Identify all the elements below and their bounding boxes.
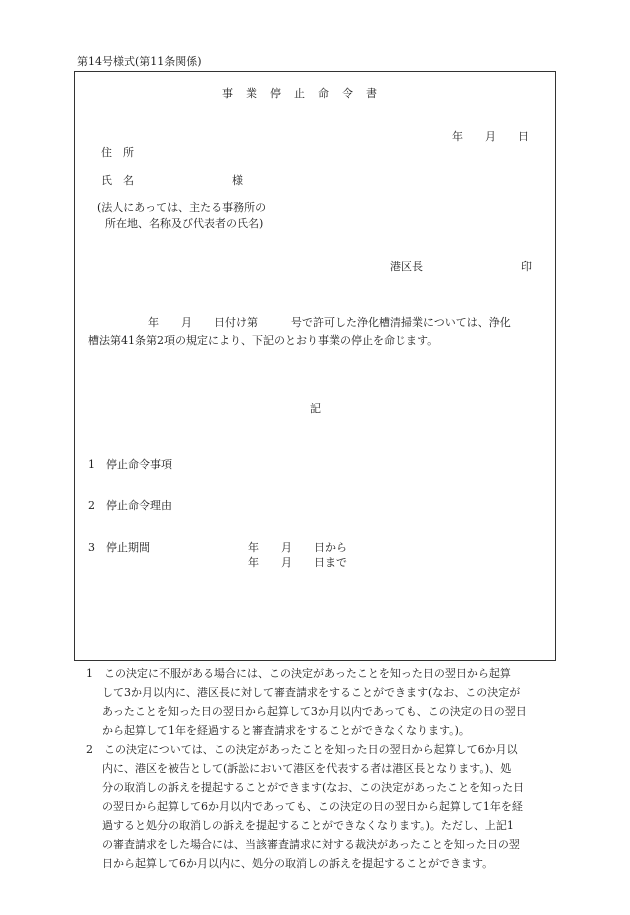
item-1 xyxy=(88,456,172,472)
note-2 xyxy=(86,740,558,873)
corporate-note-line2: 所在地、名称及び代表者の氏名) xyxy=(105,217,264,230)
note-line: 分の取消しの訴えを提起することができます(なお、この決定があったことを知った日 xyxy=(102,781,525,794)
item-label: 停止命令事項 xyxy=(106,458,172,471)
address-label: 住 所 xyxy=(101,146,134,159)
ki-heading: 記 xyxy=(310,402,321,415)
corporate-note-line1: (法人にあっては、主たる事務所の xyxy=(97,201,267,214)
note-1 xyxy=(86,664,558,740)
note-line: から起算して1年を経過すると審査請求をすることができなくなります。)。 xyxy=(102,724,470,737)
note-line: この決定については、この決定があったことを知った日の翌日から起算して6か月以 xyxy=(104,743,518,756)
note-line: の翌日から起算して6か月以内であっても、この決定の日の翌日から起算して1年を経 xyxy=(102,800,523,813)
issuer-title: 港区長 xyxy=(390,260,423,273)
note-number: 2 xyxy=(86,743,93,756)
note-line: して3か月以内に、港区長に対して審査請求をすることができます(なお、この決定が xyxy=(102,686,521,699)
form-box xyxy=(74,71,556,661)
item-2 xyxy=(88,497,172,513)
date-line: 年 月 日 xyxy=(452,130,529,143)
note-line: 内に、港区を被告として(訴訟において港区を代表する者は港区長となります。)、処 xyxy=(102,762,512,775)
notes-section xyxy=(86,664,558,873)
form-label: 第14号様式(第11条関係) xyxy=(77,55,202,68)
item-number: 1 xyxy=(88,458,95,471)
item-label: 停止命令理由 xyxy=(106,499,172,512)
note-line: の審査請求をした場合には、当該審査請求に対する裁決があったことを知った日の翌 xyxy=(102,838,520,851)
note-line: この決定に不服がある場合には、この決定があったことを知った日の翌日から起算 xyxy=(104,667,511,680)
body-line2: 槽法第41条第2項の規定により、下記のとおり事業の停止を命じます。 xyxy=(88,334,439,347)
note-line: 日から起算して6か月以内に、処分の取消しの訴えを提起することができます。 xyxy=(102,857,494,870)
item-3 xyxy=(88,539,150,555)
document-title: 事 業 停 止 命 令 書 xyxy=(222,87,378,100)
honorific: 様 xyxy=(232,174,243,187)
item-number: 3 xyxy=(88,541,95,554)
note-line: あったことを知った日の翌日から起算して3か月以内であっても、この決定の日の翌日 xyxy=(102,705,527,718)
period-from: 年 月 日から xyxy=(248,541,347,554)
item-number: 2 xyxy=(88,499,95,512)
note-line: 過すると処分の取消しの訴えを提起することができなくなります。)。ただし、上記1 xyxy=(102,819,514,832)
note-number: 1 xyxy=(86,667,93,680)
item-label: 停止期間 xyxy=(106,541,150,554)
name-label: 氏 名 xyxy=(101,174,134,187)
period-to: 年 月 日まで xyxy=(248,556,347,569)
body-line1: 年 月 日付け第 号で許可した浄化槽清掃業については、浄化 xyxy=(148,316,511,329)
issuer-seal: 印 xyxy=(521,260,532,273)
